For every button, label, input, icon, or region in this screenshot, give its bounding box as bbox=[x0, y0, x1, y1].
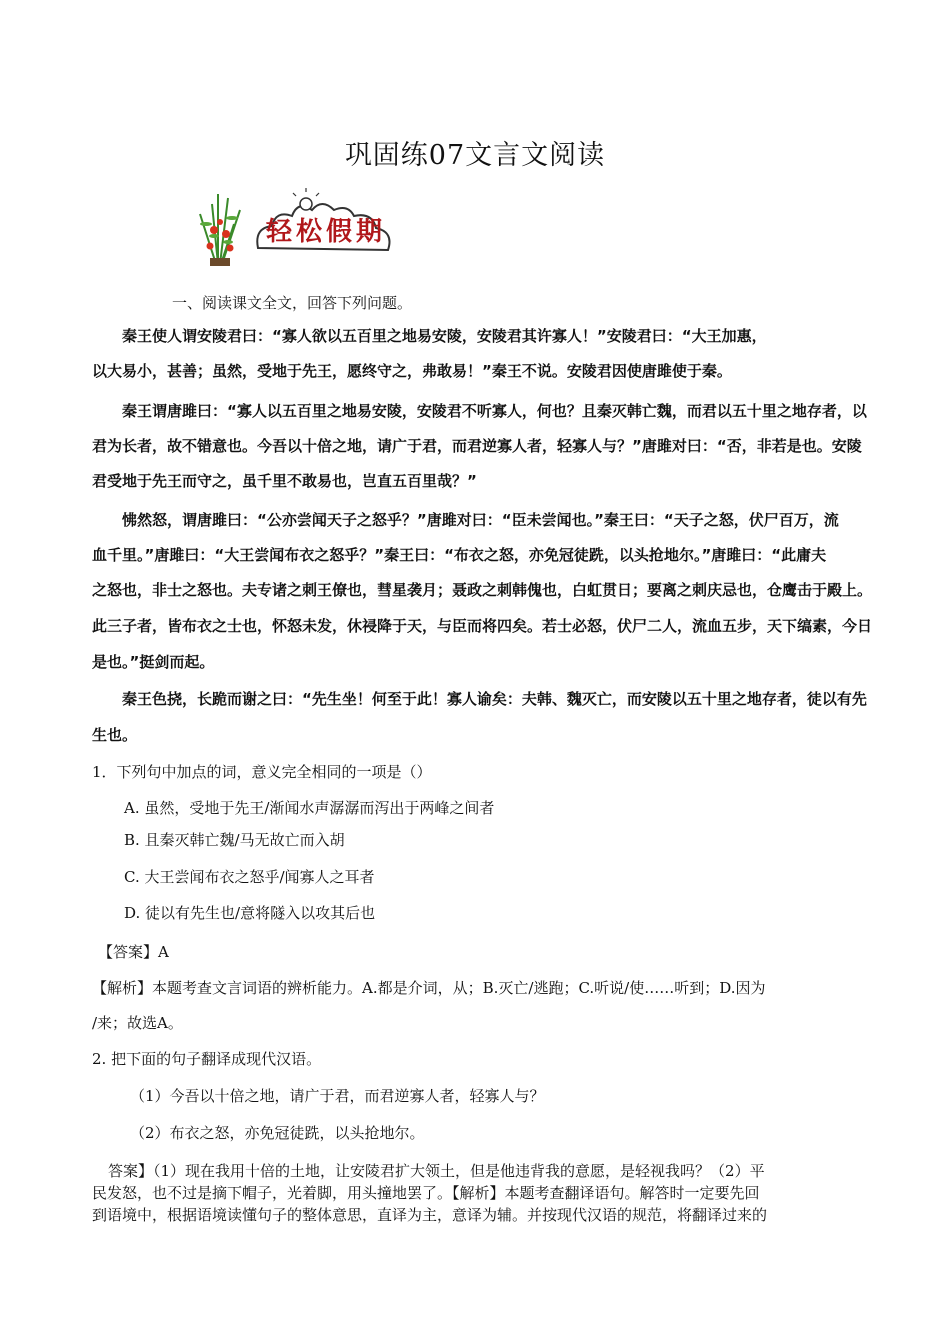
analysis-1-line: /来；故选A。 bbox=[92, 1014, 183, 1032]
answer-2-line: 到语境中，根据语境读懂句子的整体意思，直译为主，意译为辅。并按现代汉语的规范，将翻译过来的 bbox=[92, 1206, 768, 1224]
passage-line: 秦王使人谓安陵君曰：“寡人欲以五百里之地易安陵，安陵君其许寡人！”安陵君曰：“大王加惠， bbox=[122, 327, 767, 345]
passage-line: 怫然怒，谓唐雎曰：“公亦尝闻天子之怒乎？”唐雎对曰：“臣未尝闻也。”秦王曰：“天子之怒，伏尸百万，流 bbox=[122, 511, 839, 529]
banner-title: 轻松假期 bbox=[265, 217, 386, 247]
translate-item-2: （2）布衣之怒，亦免冠徒跣，以头抢地尔。 bbox=[130, 1124, 425, 1142]
page-title: 巩固练07文言文阅读 bbox=[344, 140, 606, 171]
option-b: B. 且秦灭韩亡魏/马无故亡而入胡 bbox=[124, 831, 345, 849]
question-2-stem: 2. 把下面的句子翻译成现代汉语。 bbox=[92, 1050, 322, 1068]
analysis-1-line: 【解析】本题考查文言词语的辨析能力。A.都是介词，从；B.灭亡/逃跑；C.听说/使……听到；D.因为 bbox=[92, 979, 766, 997]
passage-line: 生也。 bbox=[92, 726, 138, 744]
section-heading: 一、阅读课文全文，回答下列问题。 bbox=[172, 294, 413, 312]
passage-line: 之怒也，非士之怒也。夫专诸之刺王僚也，彗星袭月；聂政之刺韩傀也，白虹贯日；要离之刺庆忌也，仓鹰击于殿上。 bbox=[92, 581, 873, 599]
option-a: A. 虽然，受地于先王/渐闻水声潺潺而泻出于两峰之间者 bbox=[124, 799, 495, 817]
holiday-banner bbox=[188, 184, 398, 268]
passage-line: 秦王谓唐雎曰：“寡人以五百里之地易安陵，安陵君不听寡人，何也？且秦灭韩亡魏，而君以五十里之地存者，以 bbox=[122, 402, 867, 420]
passage-line: 血千里。”唐雎曰：“大王尝闻布衣之怒乎？”秦王曰：“布衣之怒，亦免冠徒跣，以头抢地尔。”唐雎曰：“此庸夫 bbox=[92, 546, 827, 564]
passage-line: 秦王色挠，长跪而谢之曰：“先生坐！何至于此！寡人谕矣：夫韩、魏灭亡，而安陵以五十里之地存者，徒以有先 bbox=[122, 690, 867, 708]
answer-1: 【答案】A bbox=[98, 943, 169, 961]
passage-line: 以大易小，甚善；虽然，受地于先王，愿终守之，弗敢易！”秦王不说。安陵君因使唐雎使于秦。 bbox=[92, 362, 732, 380]
option-c: C. 大王尝闻布衣之怒乎/闻寡人之耳者 bbox=[124, 868, 375, 886]
passage-line: 此三子者，皆布衣之士也，怀怒未发，休祲降于天，与臣而将四矣。若士必怒，伏尸二人，流血五步，天下缟素，今日 bbox=[92, 617, 873, 635]
passage-line: 君为长者，故不错意也。今吾以十倍之地，请广于君，而君逆寡人者，轻寡人与？”唐雎对曰：“否，非若是也。安陵 bbox=[92, 437, 862, 455]
translate-item-1: （1）今吾以十倍之地，请广于君，而君逆寡人者，轻寡人与？ bbox=[130, 1087, 545, 1105]
answer-2-line: 民发怒，也不过是摘下帽子，光着脚，用头撞地罢了。【解析】本题考查翻译语句。解答时一定要先回 bbox=[92, 1184, 760, 1202]
answer-2-line: 答案】（1）现在我用十倍的土地，让安陵君扩大领土，但是他违背我的意愿，是轻视我吗？（2）平 bbox=[108, 1162, 765, 1180]
passage-line: 是也。”挺剑而起。 bbox=[92, 653, 215, 671]
question-1-stem: 1．下列句中加点的词，意义完全相同的一项是（） bbox=[92, 763, 432, 781]
passage-line: 君受地于先王而守之，虽千里不敢易也，岂直五百里哉？” bbox=[92, 472, 477, 490]
option-d: D. 徒以有先生也/意将隧入以攻其后也 bbox=[124, 904, 376, 922]
